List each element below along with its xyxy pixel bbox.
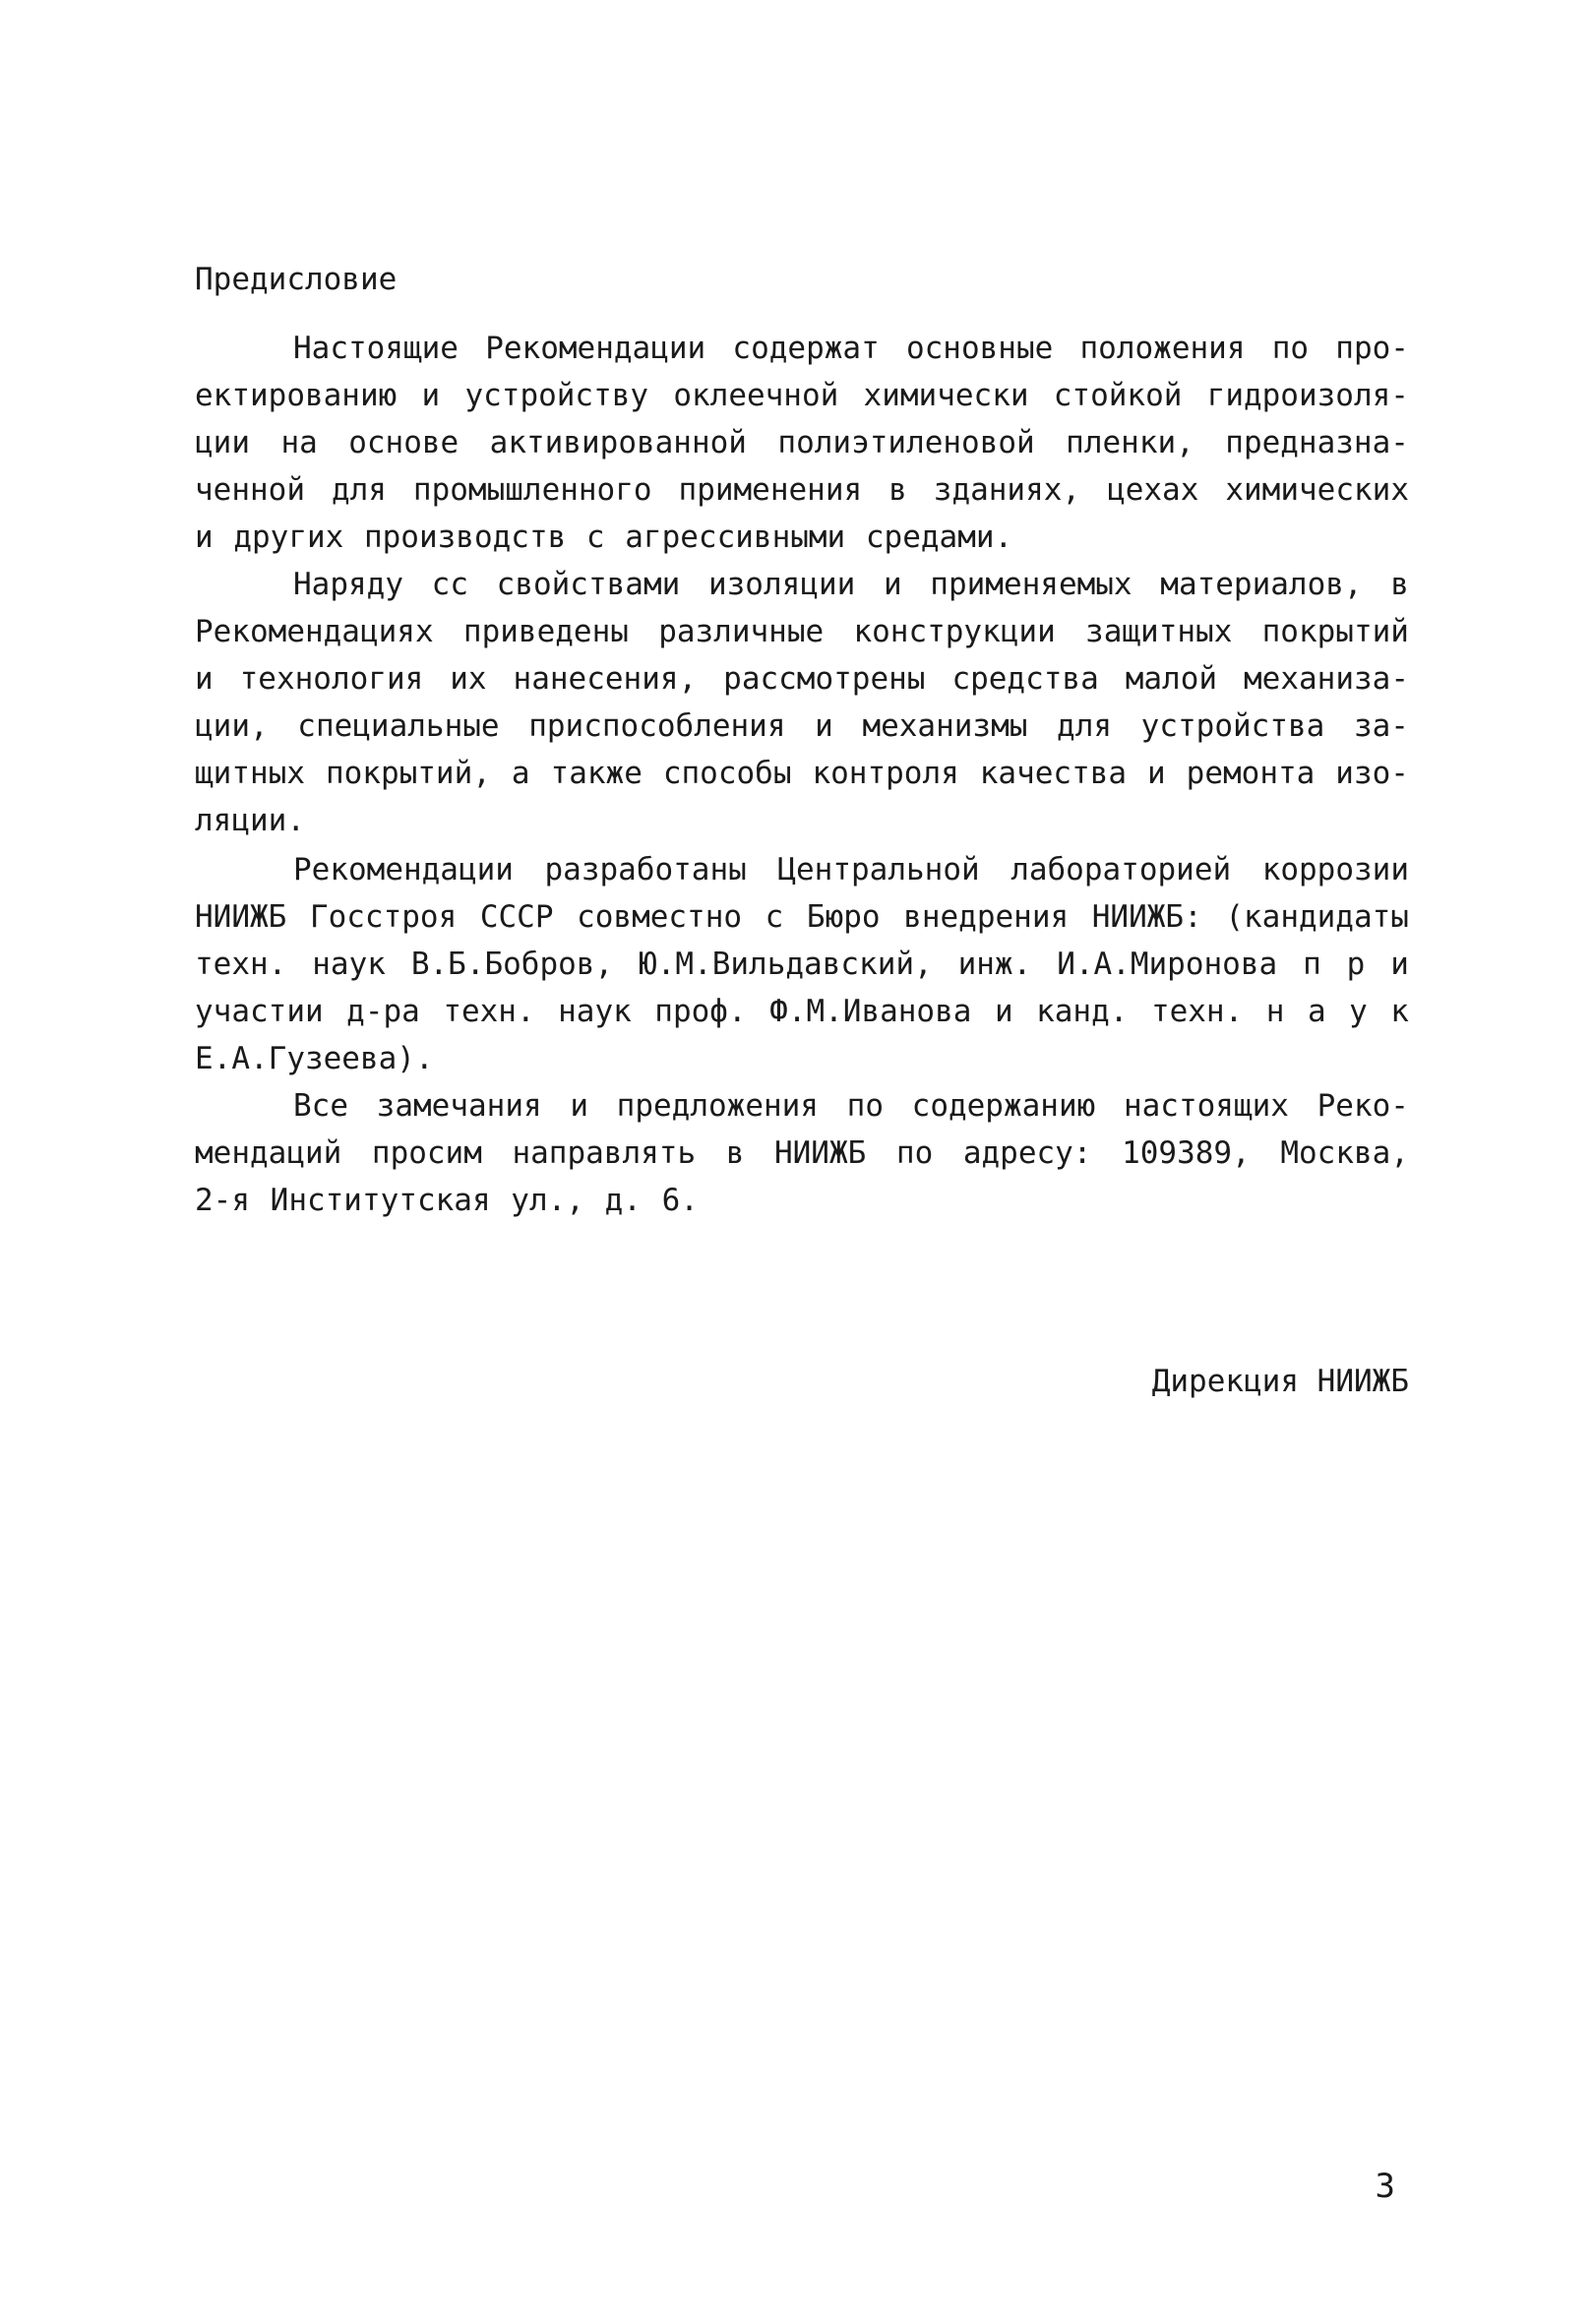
text-line: Настоящие Рекомендации содержат основные положения по про- [293, 331, 1409, 366]
text-line: Рекомендации разработаны Центральной лабораторией коррозии [293, 852, 1409, 887]
paragraph-feedback [195, 1082, 1409, 1224]
text-line: щитных покрытий, а также способы контроля качества и ремонта изо- [195, 756, 1409, 791]
text-line: мендаций просим направлять в НИИЖБ по адресу: 109389, Москва, [195, 1135, 1409, 1171]
text-line: Рекомендациях приведены различные конструкции защитных покрытий [195, 614, 1409, 649]
page-number: 3 [1375, 2167, 1395, 2206]
text-line: участии д-ра техн. наук проф. Ф.М.Иванова и канд. техн. н а у к [195, 994, 1409, 1029]
section-heading: Предисловие [195, 262, 398, 297]
text-line: ектированию и устройству оклеечной химически стойкой гидроизоля- [195, 378, 1409, 413]
text-line: ции, специальные приспособления и механизмы для устройства за- [195, 708, 1409, 744]
text-line: Все замечания и предложения по содержанию настоящих Реко- [293, 1088, 1409, 1124]
text-line: Наряду сс свойствами изоляции и применяемых материалов, в [293, 567, 1409, 602]
signature: Дирекция НИИЖБ [1151, 1364, 1409, 1399]
text-line: 2-я Институтская ул., д. 6. [195, 1183, 699, 1218]
paragraph-contents [195, 561, 1409, 844]
paragraph-authors [195, 846, 1409, 1082]
text-line: и других производств с агрессивными средами. [195, 520, 1013, 555]
text-line: ции на основе активированной полиэтиленовой пленки, предназна- [195, 425, 1409, 460]
text-line: ляции. [195, 803, 305, 838]
text-line: ченной для промышленного применения в зданиях, цехах химических [195, 472, 1409, 508]
text-line: Е.А.Гузеева). [195, 1041, 434, 1076]
text-line: НИИЖБ Госстроя СССР совместно с Бюро внедрения НИИЖБ: (кандидаты [195, 899, 1409, 935]
text-line: техн. наук В.Б.Бобров, Ю.М.Вильдавский, инж. И.А.Миронова п р и [195, 947, 1409, 982]
text-line: и технология их нанесения, рассмотрены средства малой механиза- [195, 661, 1409, 697]
paragraph-purpose [195, 325, 1409, 561]
